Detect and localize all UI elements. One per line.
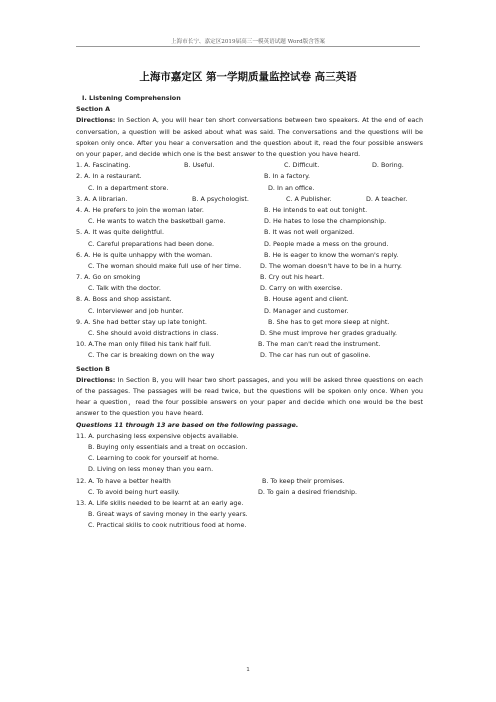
option-a: 3. A. A librarian. bbox=[76, 194, 128, 203]
option-c: C. Interviewer and job hunter. bbox=[88, 306, 184, 315]
question-10 bbox=[76, 339, 423, 350]
option-d: D. People made a mess on the ground. bbox=[264, 239, 389, 248]
option-c: C. Talk with the doctor. bbox=[88, 284, 161, 293]
directions-text: In Section A, you will hear ten short conversations between two speakers. At the end of each conversation, a question will be asked about what was said. The conversations and the questions will be spoken only once. After you hear a conversation and the question about it, read the four possible answers on your paper, and decide which one is the best answer to the question you have heard. bbox=[76, 116, 423, 159]
option-a: 4. A. He prefers to join the woman later. bbox=[76, 205, 204, 214]
passage-instruction: Questions 11 through 13 are based on the following passage. bbox=[76, 420, 299, 429]
question-7 bbox=[76, 272, 423, 283]
question-11 bbox=[76, 431, 423, 442]
exam-content bbox=[76, 93, 423, 532]
option-a: 10. A.The man only filled his tank half full. bbox=[76, 340, 212, 349]
option-c: C. Learning to cook for yourself at home. bbox=[88, 454, 219, 463]
question-13-c bbox=[76, 520, 423, 531]
question-4 bbox=[76, 205, 423, 216]
question-1 bbox=[76, 160, 423, 171]
option-c: C. She should avoid distractions in class. bbox=[88, 329, 219, 338]
section-a-directions bbox=[76, 115, 423, 160]
option-d: D. A teacher. bbox=[366, 194, 408, 203]
header-divider bbox=[76, 46, 420, 47]
option-d: D. She must improve her grades gradually. bbox=[260, 329, 398, 338]
section-a-heading: Section A bbox=[76, 105, 111, 114]
question-11-c bbox=[76, 453, 423, 464]
question-12 bbox=[76, 476, 423, 487]
option-d: D. Manager and customer. bbox=[264, 306, 349, 315]
option-d: D. The car has run out of gasoline. bbox=[260, 351, 371, 360]
option-c: C. To avoid being hurt easily. bbox=[88, 487, 180, 496]
question-2 bbox=[76, 171, 423, 182]
option-c: C. Practical skills to cook nutritious food at home. bbox=[88, 521, 247, 530]
question-7-cont bbox=[76, 283, 423, 294]
option-a: 8. A. Boss and shop assistant. bbox=[76, 295, 172, 304]
directions-label: Directions: bbox=[76, 375, 116, 384]
option-b: B. She has to get more sleep at night. bbox=[268, 317, 390, 326]
option-c: C. A Publisher. bbox=[286, 194, 332, 203]
option-d: D. The woman doesn't have to be in a hurry. bbox=[260, 261, 402, 270]
question-6-cont bbox=[76, 261, 423, 272]
option-b: B. In a factory. bbox=[264, 172, 310, 181]
question-2-cont bbox=[76, 183, 423, 194]
option-a: 6. A. He is quite unhappy with the woman. bbox=[76, 250, 213, 259]
option-a: 9. A. She had better stay up late tonight. bbox=[76, 317, 207, 326]
question-9 bbox=[76, 317, 423, 328]
page-number: 1 bbox=[246, 667, 250, 673]
option-c: C. In a department store. bbox=[88, 183, 169, 192]
page-header: 上海市长宁、嘉定区2019届高三一模英语试题 Word版含答案 bbox=[170, 39, 326, 45]
option-b: B. It was not well organized. bbox=[264, 228, 355, 237]
question-8-cont bbox=[76, 306, 423, 317]
option-c: C. He wants to watch the basketball game. bbox=[88, 217, 226, 226]
option-b: B. A psychologist. bbox=[192, 194, 249, 203]
option-b: B. Buying only essentials and a treat on occasion. bbox=[88, 443, 248, 451]
question-11-d bbox=[76, 464, 423, 475]
option-a: 12. A. To have a better health bbox=[76, 476, 171, 485]
directions-text: In Section B, you will hear two short passages, and you will be asked three questions on each of the passages. The passages will be read twice, but the questions will be spoken only once. When you hear a question，read the four possible answers on your paper and decide which one would be the best answer to the question you have heard. bbox=[76, 375, 423, 418]
option-b: B. He intends to eat out tonight. bbox=[264, 205, 368, 214]
option-b: B. Cry out his heart. bbox=[260, 273, 325, 282]
option-d: D. To gain a desired friendship. bbox=[258, 487, 358, 496]
question-12-cont bbox=[76, 487, 423, 498]
question-4-cont bbox=[76, 216, 423, 227]
question-10-cont bbox=[76, 350, 423, 361]
option-c: C. The car is breaking down on the way bbox=[88, 351, 215, 360]
question-5 bbox=[76, 227, 423, 238]
option-a: 13. A. Life skills needed to be learnt at an early age. bbox=[76, 498, 244, 507]
section-b-heading: Section B bbox=[76, 364, 111, 373]
option-a: 11. A. purchasing less expensive objects available. bbox=[76, 431, 239, 440]
option-b: B. Great ways of saving money in the early years. bbox=[88, 510, 248, 519]
directions-label: Directions: bbox=[76, 116, 116, 125]
option-b: B. House agent and client. bbox=[264, 295, 349, 304]
option-a: 2. A. In a restaurant. bbox=[76, 172, 142, 181]
option-a: 7. A. Go on smoking bbox=[76, 273, 141, 282]
question-13-b bbox=[76, 509, 423, 520]
option-d: D. In an office. bbox=[268, 183, 315, 192]
option-b: B. To keep their promises. bbox=[262, 476, 345, 485]
question-6 bbox=[76, 250, 423, 261]
option-b: B. He is eager to know the woman's reply. bbox=[264, 250, 399, 259]
part-heading: I. Listening Comprehension bbox=[82, 94, 181, 102]
question-5-cont bbox=[76, 239, 423, 250]
question-3 bbox=[76, 194, 423, 205]
option-b: B. The man can't read the instrument. bbox=[258, 340, 381, 349]
question-13 bbox=[76, 498, 423, 509]
question-9-cont bbox=[76, 328, 423, 339]
option-d: D. He hates to lose the championship. bbox=[264, 217, 387, 226]
option-a: 1. A. Fascinating. bbox=[76, 161, 131, 170]
question-8 bbox=[76, 294, 423, 305]
option-d: D. Living on less money than you earn. bbox=[88, 465, 214, 474]
option-c: C. The woman should make full use of her time. bbox=[88, 261, 242, 270]
option-b: B. Useful. bbox=[184, 161, 215, 170]
question-11-b bbox=[76, 442, 423, 453]
option-d: D. Boring. bbox=[372, 161, 404, 170]
option-d: D. Carry on with exercise. bbox=[260, 284, 343, 293]
section-b-directions bbox=[76, 375, 423, 420]
option-c: C. Careful preparations had been done. bbox=[88, 239, 215, 248]
option-a: 5. A. It was quite delightful. bbox=[76, 228, 164, 237]
page-title: 上海市嘉定区 第一学期质量监控试卷 高三英语 bbox=[139, 71, 357, 83]
option-c: C. Difficult. bbox=[284, 161, 320, 170]
